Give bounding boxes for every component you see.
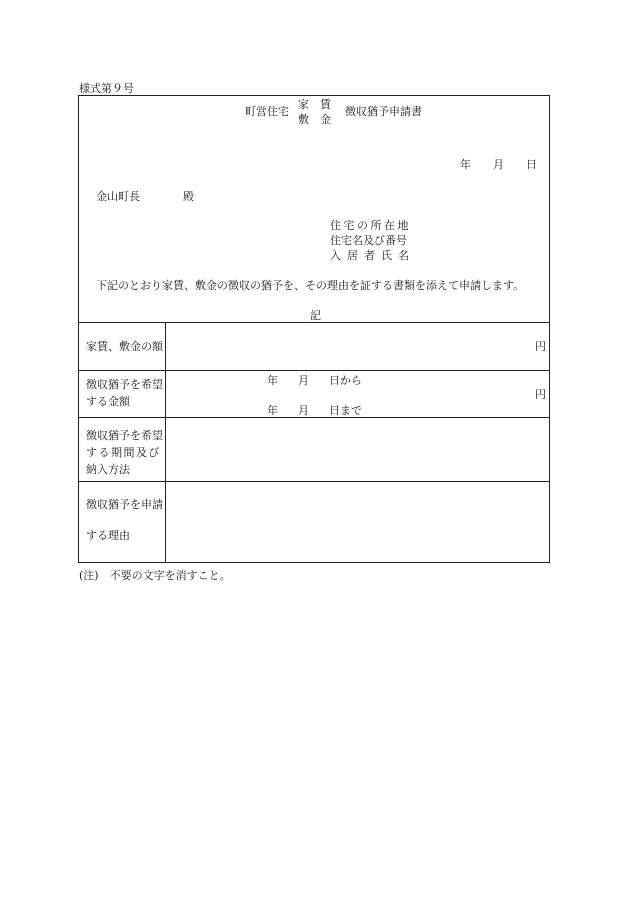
- date-month-label: 月: [493, 158, 504, 171]
- ki-label: 記: [310, 309, 321, 322]
- deferral-period-to: [267, 402, 362, 418]
- deferral-reason-label-line1: 徴収猶予を申請: [86, 498, 163, 511]
- title-prefix: 町営住宅: [245, 105, 289, 118]
- deferral-amount-label-line1: 徴収猶予を希望: [86, 378, 163, 391]
- deferral-period-label-line1: 徴収猶予を希望: [86, 429, 163, 442]
- rent-deposit-amount-yen: 円: [535, 340, 546, 353]
- deferral-period-label-line3: 納入方法: [86, 463, 130, 476]
- form-number: 様式第９号: [79, 82, 134, 95]
- deferral-period-from: [267, 372, 362, 388]
- title-option-deposit: 敷金: [298, 113, 342, 126]
- table-top-border: [78, 322, 550, 323]
- table-row-divider: [78, 481, 550, 482]
- addressee-name: 金山町長: [96, 190, 140, 203]
- application-date: [460, 156, 537, 172]
- date-day-label: 日: [526, 158, 537, 171]
- deferral-amount-label-line2: する金額: [86, 395, 130, 408]
- to-month-label: 月: [298, 404, 309, 417]
- applicant-housing-label: 住宅名及び番号: [330, 234, 407, 247]
- title-suffix: 徴収猶予申請書: [345, 105, 422, 118]
- addressee-honorific: 殿: [183, 190, 194, 203]
- deferral-reason-label-line2: する理由: [86, 529, 130, 542]
- title-option-rent: 家賃: [298, 98, 342, 111]
- deferral-period-label-line2: する期間及び: [86, 446, 161, 459]
- footnote: (注) 不要の文字を消すこと。: [79, 569, 231, 582]
- applicant-address-label: 住宅の所在地: [330, 219, 411, 232]
- table-column-divider: [165, 322, 166, 563]
- rent-deposit-amount-label: 家賃、敷金の額: [86, 340, 163, 353]
- from-day-label: 日から: [329, 374, 362, 387]
- date-year-label: 年: [460, 158, 471, 171]
- from-month-label: 月: [298, 374, 309, 387]
- deferral-amount-label: [86, 376, 163, 410]
- from-year-label: 年: [267, 374, 278, 387]
- deferral-period-method-label: [86, 427, 163, 478]
- to-year-label: 年: [267, 404, 278, 417]
- table-row-divider: [78, 370, 550, 371]
- to-day-label: 日まで: [329, 404, 362, 417]
- deferral-amount-yen: 円: [535, 388, 546, 401]
- request-statement: 下記のとおり家賃、敷金の徴収の猶予を、その理由を証する書類を添えて申請します。: [96, 279, 525, 292]
- applicant-name-label: 入居者氏名: [330, 249, 415, 262]
